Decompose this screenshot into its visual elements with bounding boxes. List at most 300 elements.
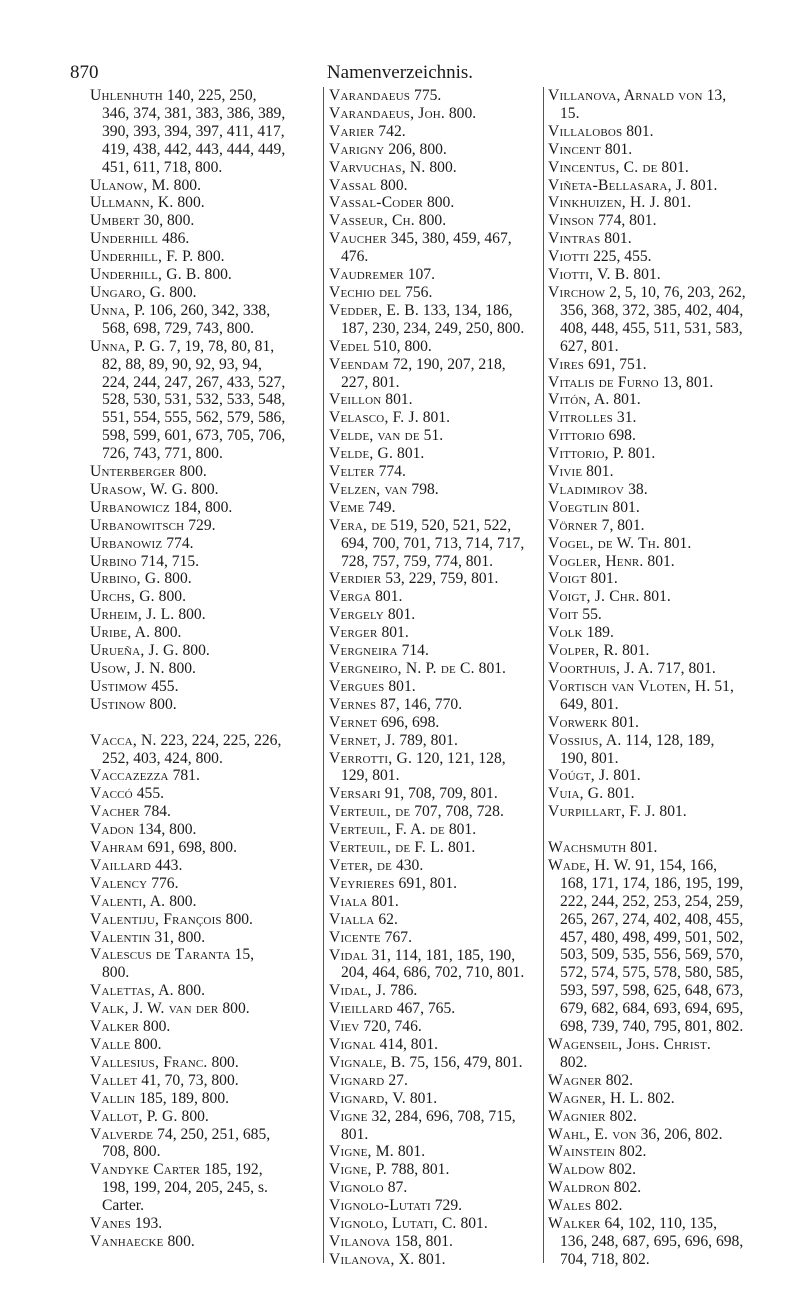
entry-pages: 801. [604,140,633,158]
entry-pages: 74, 250, 251, 685, [157,1125,271,1143]
index-entry [90,1090,308,1108]
index-entry [548,714,766,732]
entry-name: Vadon [90,821,135,839]
index-entry [90,87,308,177]
entry-pages: 598, 599, 601, 673, 705, 706, [102,427,286,445]
entry-name: Vaucher [329,230,387,248]
entry-pages: 222, 244, 252, 253, 254, 259, [560,892,744,910]
entry-pages: 801. [447,839,476,857]
entry-name: Underhill, G. B. [90,266,201,284]
index-entry [548,660,766,678]
index-entry [90,1215,308,1233]
index-entry [548,1036,766,1072]
entry-name: Wade, H. W. [548,856,632,874]
entry-pages: 27. [388,1071,408,1089]
entry-name: Vitalis de Furno [548,373,659,391]
entry-pages: 800. [418,212,447,230]
entry-pages: 800. [158,588,186,606]
entry-pages: 767. [384,928,412,946]
column-divider [543,87,544,1263]
entry-pages: 345, 380, 459, 467, [390,230,512,248]
entry-pages: 649, 801. [560,695,619,713]
index-entry [548,409,766,427]
entry-name: Vignolo-Lutati [329,1197,431,1215]
index-entry [329,893,547,911]
index-entry [548,1179,766,1197]
index-entry [548,839,766,857]
entry-name: Valentin [90,928,151,946]
entry-pages: 800. [225,910,253,928]
index-entry [90,499,308,517]
index-entry [548,212,766,230]
entry-name: Vitrolles [548,409,613,427]
index-entry [90,481,308,499]
entry-name: Varier [329,122,375,140]
index-entry [329,750,547,786]
entry-pages: 15, [234,946,255,964]
entry-pages: 742. [378,122,406,140]
index-entry [90,517,308,535]
entry-pages: 800. [167,1232,195,1250]
index-entry [90,212,308,230]
entry-pages: 801. [590,570,618,588]
entry-pages: 106, 260, 342, 338, [149,301,271,319]
index-entry [90,1126,308,1162]
entry-pages: 136, 248, 687, 695, 696, 698, [560,1232,744,1250]
entry-name: Vinson [548,212,595,230]
entry-name: Vinkhuizen, H. J. [548,194,660,212]
entry-pages: 717, 801. [657,660,716,677]
index-entry [329,391,547,409]
entry-pages: 707, 708, 728. [414,803,504,821]
index-entry [548,1143,766,1161]
entry-pages: 698. [608,427,636,445]
entry-name: Uribe, A. [90,624,151,642]
entry-name: Velzen, van [329,480,408,498]
entry-pages: 800. [448,104,477,122]
index-entry [548,678,766,714]
index-entry [548,194,766,212]
entry-pages: 801. [387,606,416,624]
entry-pages: 801. [341,1125,369,1143]
entry-pages: 801. [422,409,451,427]
entry-pages: 802. [613,1179,642,1197]
entry-pages: 800. [134,1036,162,1054]
entry-name: Wainstein [548,1143,616,1161]
entry-name: Verteuil, de F. L. [329,839,445,857]
entry-pages: 800. [149,695,177,713]
entry-pages: 528, 530, 531, 532, 533, 548, [102,391,286,409]
entry-pages: 800. [429,158,457,176]
index-entry [90,1054,308,1072]
entry-pages: 800. [204,266,232,284]
entry-pages: 252, 403, 424, 800. [102,749,223,767]
index-entry [90,803,308,821]
entry-name: Velasco, F. J. [329,409,419,427]
entry-name: Virchow [548,283,606,301]
entry-pages: 801. [478,660,506,677]
entry-pages: 801. [397,445,425,463]
entry-name: Velde, van de [329,427,420,445]
entry-pages: 800. [168,660,196,677]
index-entry [329,141,547,159]
entry-pages: 802. [647,1089,675,1107]
index-entry [329,517,547,571]
index-entry [90,1072,308,1090]
entry-pages: 774, 801. [597,212,657,230]
index-entry [329,284,547,302]
entry-name: Voegtlin [548,498,609,516]
index-entry [329,1215,547,1233]
entry-pages: 728, 757, 759, 774, 801. [341,552,494,570]
entry-pages: 801. [604,230,632,248]
entry-name: Vassal-Coder [329,194,424,212]
entry-name: Vintras [548,230,601,248]
entry-pages: 227, 801. [341,373,400,391]
page-number: 870 [70,62,99,83]
entry-name: Veter, de [329,856,393,874]
index-entry [329,1161,547,1179]
index-entry [329,624,547,642]
entry-pages: 64, 102, 110, 135, [604,1215,717,1233]
entry-pages: 800. [102,964,130,982]
entry-pages: 749. [368,498,396,516]
index-entry [329,302,547,338]
entry-name: Vallin [90,1089,136,1107]
entry-name: Vincentus, C. de [548,158,658,176]
entry-name: Verrotti, G. [329,749,413,767]
index-entry [90,875,308,893]
entry-pages: 189. [586,624,614,642]
index-entry [329,212,547,230]
index-entry [90,696,308,714]
entry-pages: 51. [423,427,444,445]
index-entry [90,1233,308,1251]
entry-pages: 800. [164,570,192,588]
entry-pages: 91, 708, 709, 801. [384,785,498,803]
index-entry [329,445,547,463]
entry-pages: 800. [197,248,225,266]
entry-name: Vogel, de W. Th. [548,534,661,552]
entry-name: Vassal [329,176,377,194]
index-entry [329,785,547,803]
entry-pages: 801. [409,1089,438,1107]
entry-pages: 32, 284, 696, 708, 715, [371,1107,516,1125]
entry-name: Vasseur, Ch. [329,212,415,230]
index-entry [329,1108,547,1144]
index-entry [329,194,547,212]
entry-name: Valency [90,874,148,892]
entry-pages: 801. [375,588,403,606]
index-entry [329,499,547,517]
entry-name: Vidal [329,946,368,964]
entry-pages: 193. [134,1215,163,1233]
index-entry [90,624,308,642]
index-entry [329,875,547,893]
entry-pages: 714. [401,642,429,660]
entry-name: Volk [548,624,583,642]
entry-pages: 38. [628,480,648,498]
index-entry [548,159,766,177]
entry-name: Urbanowitsch [90,516,185,534]
entry-pages: 223, 224, 225, 226, [160,731,282,749]
index-entry [329,606,547,624]
entry-name: Verteuil, de [329,803,411,821]
entry-pages: 185, 192, [204,1161,263,1179]
entry-pages: 691, 751. [588,355,647,373]
entry-pages: 87. [387,1179,408,1197]
entry-pages: 30, 800. [143,212,195,230]
index-entry [90,785,308,803]
running-title: Namenverzeichnis. [326,62,474,83]
index-entry [329,338,547,356]
entry-pages: 802. [595,1197,623,1215]
entry-name: Wagenseil, Johs. Christ. [548,1036,712,1054]
index-entry [548,857,766,1036]
entry-pages: 789, 801. [399,731,458,749]
index-entry [90,767,308,785]
index-entry [548,624,766,642]
entry-pages: Carter. [102,1197,144,1215]
entry-name: Vallet [90,1071,138,1089]
index-column-1 [90,87,308,1251]
entry-name: Vera, de [329,516,387,534]
entry-pages: 467, 765. [396,1000,456,1018]
entry-pages: 551, 554, 555, 562, 579, 586, [102,409,286,427]
index-entry [329,821,547,839]
entry-name: Viotti [548,248,590,266]
entry-pages: 775. [414,87,442,104]
index-entry [90,946,308,982]
entry-name: Valker [90,1018,140,1036]
entry-pages: 168, 171, 174, 186, 195, 199, [560,874,744,892]
entry-name: Vanes [90,1215,131,1233]
entry-name: Wagnier [548,1107,606,1125]
entry-pages: 800. [178,606,206,624]
index-entry [329,1179,547,1197]
entry-pages: 414, 801. [379,1036,439,1054]
index-entry [548,570,766,588]
index-entry [548,767,766,785]
entry-name: Urasow, W. G. [90,480,188,498]
entry-pages: 801. [643,588,671,606]
entry-pages: 568, 698, 729, 743, 800. [102,319,255,337]
entry-name: Vitón, A. [548,391,610,409]
entry-name: Vigne, M. [329,1143,394,1161]
entry-pages: 7, 801. [601,516,645,534]
entry-name: Verger [329,624,378,642]
entry-pages: 430. [395,856,424,874]
entry-pages: 158, 801. [394,1233,453,1250]
index-entry [548,481,766,499]
entry-pages: 720, 746. [363,1018,422,1036]
entry-name: Vernet, J. [329,731,396,749]
entry-pages: 802. [605,1071,634,1089]
entry-pages: 801. [628,445,656,463]
index-entry [329,1233,547,1251]
entry-pages: 356, 368, 372, 385, 402, 404, [560,301,744,319]
entry-pages: 801. [448,821,477,839]
entry-pages: 800. [173,176,201,194]
index-column-3 [548,87,766,1269]
index-entry [90,535,308,553]
entry-pages: 784. [143,803,171,821]
index-entry [329,732,547,750]
entry-pages: 800. [154,624,182,642]
entry-name: Waldow [548,1161,605,1179]
entry-pages: 82, 88, 89, 90, 92, 93, 94, [102,355,262,373]
entry-name: Valk, J. W. van der [90,1000,219,1018]
entry-pages: 756. [405,283,433,301]
entry-pages: 781. [172,767,200,785]
index-entry [548,642,766,660]
index-entry [548,356,766,374]
entry-pages: 776. [151,874,179,892]
entry-pages: 627, 801. [560,337,619,355]
entry-name: Varandaeus [329,87,411,104]
index-entry [90,660,308,678]
index-entry [329,1018,547,1036]
entry-pages: 729. [188,516,216,534]
entry-name: Varandaeus, Joh. [329,104,445,122]
index-entry [548,1215,766,1269]
entry-name: Vicente [329,928,381,946]
index-entry [548,785,766,803]
entry-pages: 801. [418,1250,446,1268]
index-entry [548,266,766,284]
entry-pages: 729. [434,1197,463,1215]
entry-pages: 455. [151,677,179,695]
entry-name: Vandyke Carter [90,1161,201,1179]
entry-name: Vignale, B. [329,1053,406,1071]
entry-name: Vivie [548,463,583,481]
index-entry [90,1108,308,1126]
index-entry [548,588,766,606]
index-entry [329,87,547,105]
entry-pages: 801. [659,803,687,821]
entry-pages: 800. [191,480,219,498]
entry-name: Vernet [329,713,377,731]
entry-pages: 408, 448, 455, 511, 531, 583, [560,319,743,337]
entry-pages: 510, 800. [373,337,432,355]
entry-name: Valentiju, François [90,910,222,928]
entry-pages: 443. [155,856,183,874]
index-entry [90,194,308,212]
entry-name: Vogler, Henr. [548,552,644,570]
index-entry [548,1126,766,1144]
index-entry [329,947,547,983]
entry-name: Vahram [90,839,144,857]
entry-name: Usow, J. N. [90,660,165,677]
entry-pages: 225, 455. [593,248,652,266]
entry-pages: 698, 739, 740, 795, 801, 802. [560,1018,744,1036]
entry-name: Veyrieres [329,874,395,892]
entry-name: Velter [329,463,375,481]
entry-pages: 801. [630,839,658,857]
index-column-2 [329,87,547,1269]
entry-pages: 72, 190, 207, 218, [392,355,506,373]
entry-pages: 696, 698. [380,713,440,731]
entry-name: Walker [548,1215,601,1233]
entry-pages: 51, [714,677,734,695]
entry-pages: 206, 800. [388,140,447,158]
index-entry [329,1036,547,1054]
index-entry [548,141,766,159]
index-entry [329,159,547,177]
entry-pages: 800. [222,1000,250,1018]
index-entry [548,427,766,445]
entry-pages: 798. [411,480,439,498]
entry-name: Ustimow [90,677,148,695]
entry-pages: 800. [177,194,205,212]
entry-name: Urueña, J. G. [90,642,179,660]
entry-name: Vernes [329,695,377,713]
entry-name: Vincent [548,140,601,158]
index-entry [90,893,308,911]
entry-pages: 801. [661,158,689,176]
index-entry [329,177,547,195]
index-entry [329,1197,547,1215]
entry-name: Ungaro, G. [90,283,166,301]
index-entry [548,803,766,821]
entry-name: Vortisch van Vloten, H. [548,677,711,695]
entry-name: Versari [329,785,381,803]
entry-name: Wagner [548,1071,602,1089]
index-entry [329,356,547,392]
entry-pages: 133, 134, 186, [422,301,513,319]
entry-name: Vialla [329,910,375,928]
entry-pages: 184, 800. [173,498,233,516]
entry-name: Vilanova [329,1233,391,1250]
index-entry [90,588,308,606]
entry-name: Viotti, V. B. [548,266,630,284]
entry-name: Vigne, P. [329,1161,387,1179]
entry-pages: 7, 19, 78, 80, 81, [168,337,275,355]
index-entry [548,606,766,624]
entry-name: Urbino, G. [90,570,161,588]
entry-name: Unna, P. G. [90,337,165,355]
entry-name: Vaccazezza [90,767,169,785]
index-entry [90,839,308,857]
entry-name: Urbanowiz [90,534,163,552]
index-entry [329,570,547,588]
entry-pages: 691, 801. [398,874,458,892]
entry-name: Varvuchas, N. [329,158,426,176]
entry-pages: 714, 715. [140,552,200,570]
index-entry [90,553,308,571]
entry-name: Underhill, F. P. [90,248,194,266]
entry-pages: 801. [633,266,661,284]
entry-pages: 801. [388,677,416,695]
entry-name: Verteuil, F. A. de [329,821,445,839]
entry-name: Wahl, E. von [548,1125,637,1143]
index-entry [548,1090,766,1108]
entry-pages: 36, 206, 802. [640,1125,723,1143]
entry-name: Vedder, E. B. [329,301,419,319]
index-entry [548,463,766,481]
index-entry [329,803,547,821]
entry-pages: 419, 438, 442, 443, 444, 449, [102,140,286,158]
entry-pages: 107. [407,266,435,284]
entry-name: Viev [329,1018,360,1036]
entry-name: Vergues [329,677,385,695]
entry-pages: 13, [706,87,727,104]
index-entry [329,1072,547,1090]
entry-pages: 679, 682, 684, 693, 694, 695, [560,1000,744,1018]
index-entry [329,660,547,678]
index-entry [329,1054,547,1072]
entry-name: Villalobos [548,122,623,140]
